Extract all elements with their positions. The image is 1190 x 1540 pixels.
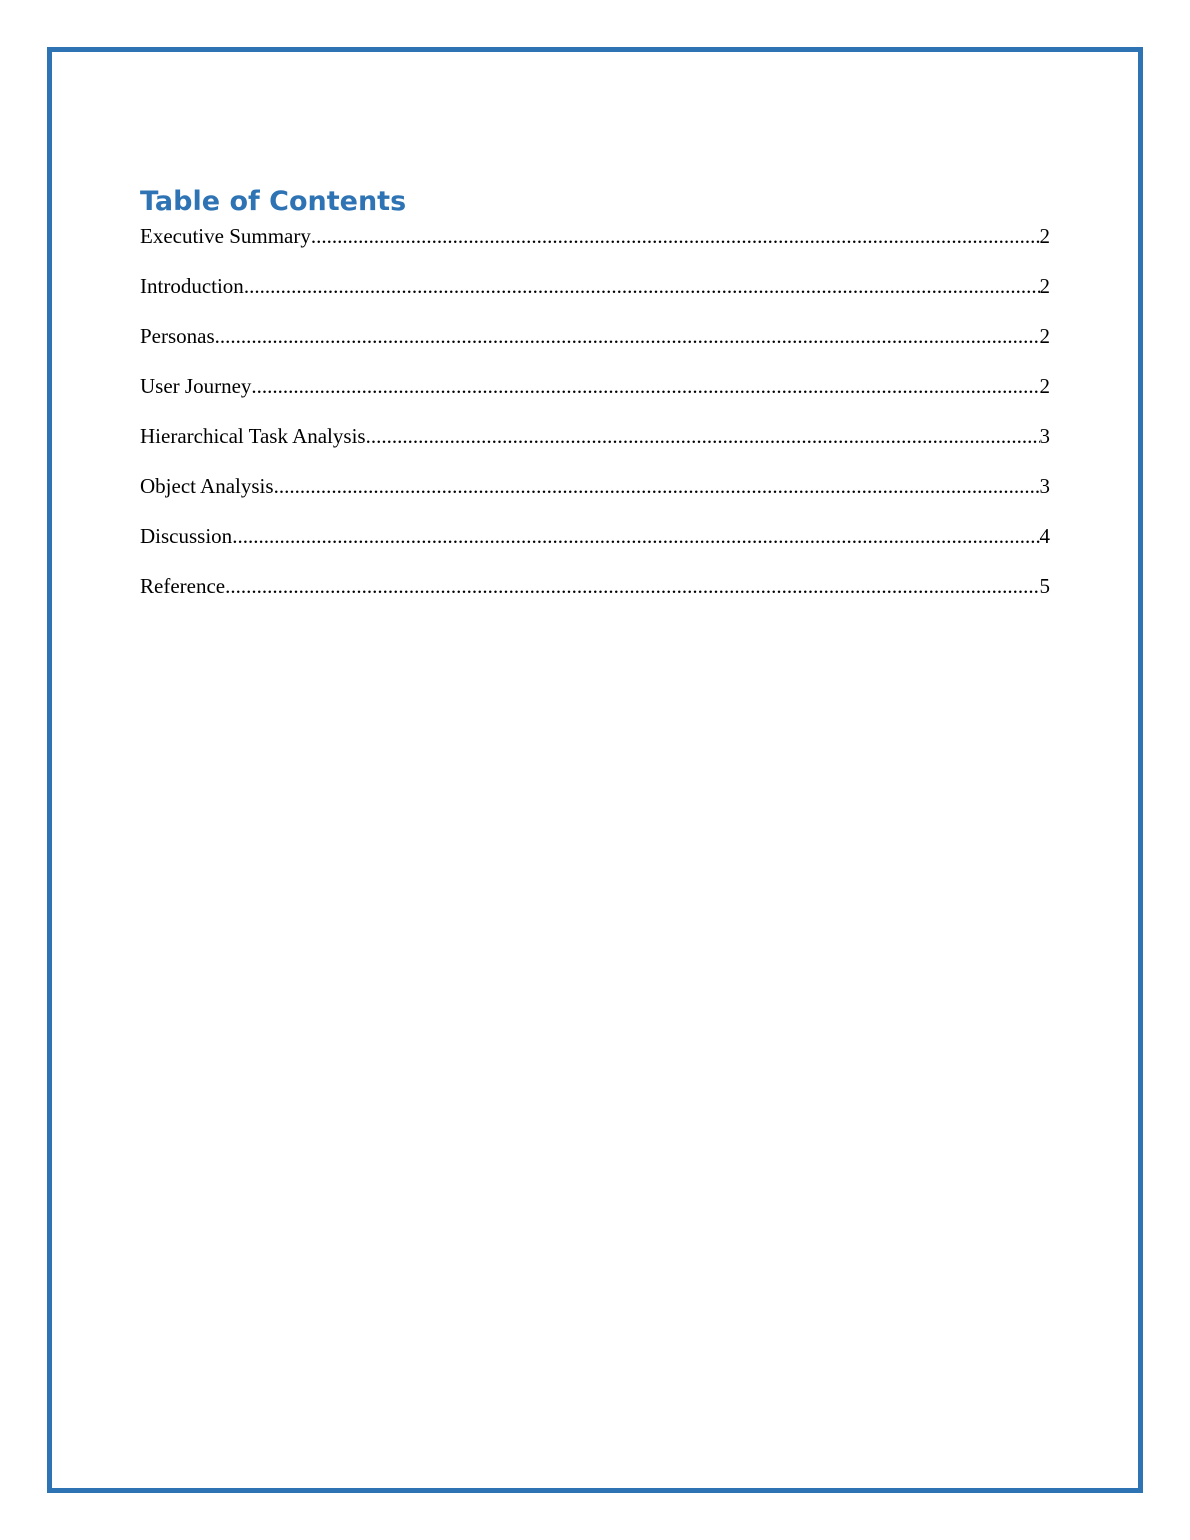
toc-entry-label: Executive Summary	[140, 224, 311, 248]
toc-entry-label: Reference	[140, 574, 226, 598]
toc-entry-page: 2	[1039, 224, 1050, 248]
toc-entry-page: 5	[1039, 574, 1050, 598]
toc-entry-object-analysis[interactable]	[140, 471, 1050, 521]
toc-entry-user-journey[interactable]	[140, 371, 1050, 421]
toc-entry-label: Introduction	[140, 274, 244, 298]
toc-leader-dots	[225, 571, 1039, 601]
toc-leader-dots	[251, 371, 1039, 401]
table-of-contents	[140, 183, 1050, 621]
toc-entry-discussion[interactable]	[140, 521, 1050, 571]
toc-entry-label: Personas	[140, 324, 215, 348]
toc-leader-dots	[215, 321, 1040, 351]
toc-entry-page: 2	[1039, 374, 1050, 398]
toc-entry-label: Object Analysis	[140, 474, 274, 498]
toc-title: Table of Contents	[140, 186, 407, 217]
toc-entry-introduction[interactable]	[140, 271, 1050, 321]
toc-entry-page: 4	[1039, 524, 1050, 548]
toc-leader-dots	[244, 271, 1040, 301]
toc-entry-hierarchical-task-analysis[interactable]	[140, 421, 1050, 471]
toc-entry-page: 2	[1039, 324, 1050, 348]
toc-list	[140, 221, 1050, 621]
toc-entry-page: 3	[1039, 424, 1050, 448]
toc-entry-personas[interactable]	[140, 321, 1050, 371]
toc-leader-dots	[232, 521, 1039, 551]
toc-leader-dots	[366, 421, 1040, 451]
toc-entry-reference[interactable]	[140, 571, 1050, 621]
toc-leader-dots	[274, 471, 1040, 501]
toc-entry-label: User Journey	[140, 374, 252, 398]
toc-entry-label: Discussion	[140, 524, 233, 548]
toc-entry-page: 3	[1039, 474, 1050, 498]
toc-entry-executive-summary[interactable]	[140, 221, 1050, 271]
toc-entry-label: Hierarchical Task Analysis	[140, 424, 366, 448]
toc-entry-page: 2	[1039, 274, 1050, 298]
toc-leader-dots	[311, 221, 1040, 251]
